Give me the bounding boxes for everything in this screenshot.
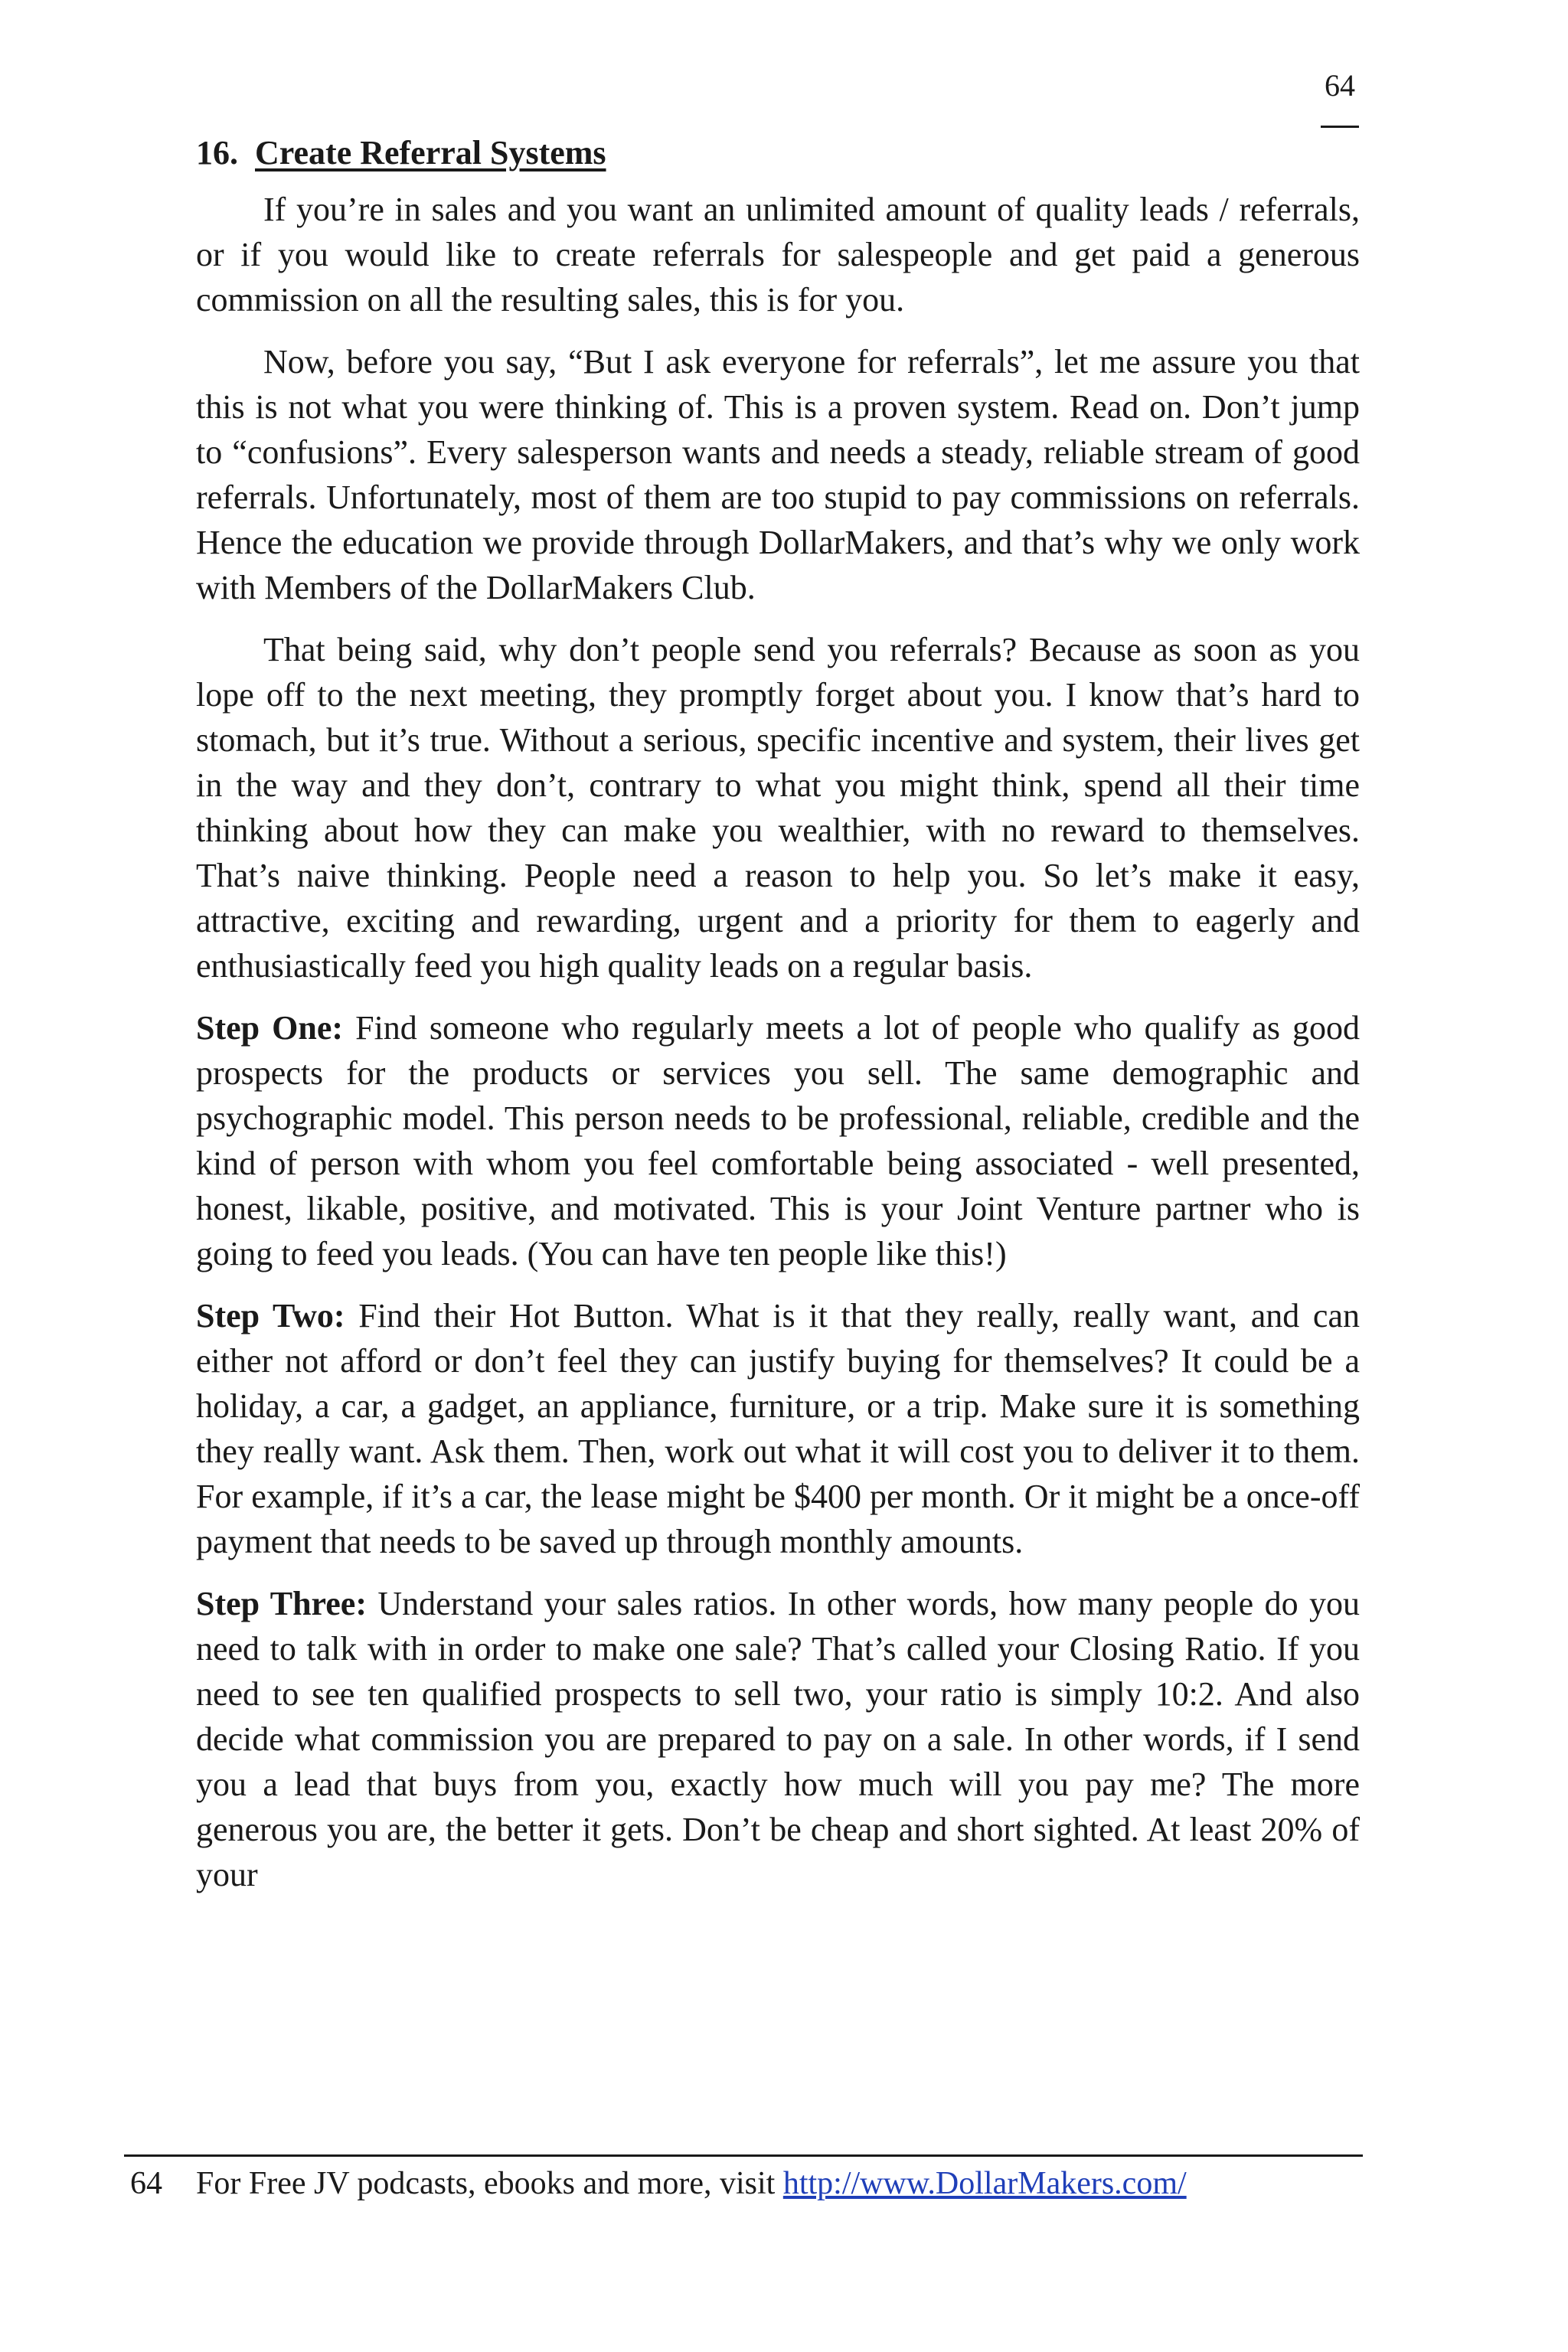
section-title: Create Referral Systems	[255, 134, 606, 172]
step-paragraph	[196, 1293, 1360, 1564]
step-label: Step Three:	[196, 1585, 367, 1622]
section-number: 16.	[196, 134, 238, 172]
footer-page-number: 64	[130, 2166, 162, 2201]
step-paragraph	[196, 1581, 1360, 1897]
step-paragraph	[196, 1005, 1360, 1276]
step-text: Find their Hot Button. What is it that they really, really want, and can either not afford or don’t feel they can justify buying for themselves? It could be a holiday, a car, a gadget, an appliance, furniture, or a trip. Make sure it is something they really want. Ask them. Then, work out what it will cost you to deliver it to them. For example, if it’s a car, the lease might be $400 per month. Or it might be a once-off payment that needs to be saved up through monthly amounts.	[196, 1297, 1360, 1560]
header-dash	[1321, 126, 1359, 128]
step-label: Step Two:	[196, 1297, 345, 1334]
footer-text: For Free JV podcasts, ebooks and more, visit	[196, 2166, 783, 2201]
paragraph: Now, before you say, “But I ask everyone for referrals”, let me assure you that this is not what you were thinking of. This is a proven system. Read on. Don’t jump to “confusions”. Every salesperson wants and needs a steady, reliable stream of good referrals. Unfortunately, most of them are too stupid to pay commissions on referrals. Hence the education we provide through DollarMakers, and that’s why we only work with Members of the DollarMakers Club.	[196, 343, 1360, 606]
page-footer	[130, 2164, 1363, 2203]
paragraph: If you’re in sales and you want an unlimited amount of quality leads / referrals, or if you would like to create referrals for salespeople and get paid a generous commission on all the resulting sales, this is for you.	[196, 191, 1360, 318]
step-text: Find someone who regularly meets a lot of people who qualify as good prospects for the products or services you sell. The same demographic and psychographic model. This person needs to be professional, reliable, credible and the kind of person with whom you feel comfortable being associated - well presented, honest, likable, positive, and motivated. This is your Joint Venture partner who is going to feed you leads. (You can have ten people like this!)	[196, 1009, 1361, 1272]
section-heading	[196, 130, 1360, 176]
footer-rule	[124, 2154, 1363, 2157]
footer-link[interactable]: http://www.DollarMakers.com/	[782, 2166, 1187, 2201]
step-text: Understand your sales ratios. In other words, how many people do you need to talk with in order to make one sale? That’s called your Closing Ratio. If you need to see ten qualified prospects to sell two, your ratio is simply 10:2. And also decide what commission you are prepared to pay on a sale. In other words, if I send you a lead that buys from you, exactly how much will you pay me? The more generous you are, the better it gets. Don’t be cheap and short sighted. At least 20% of your	[196, 1585, 1360, 1893]
paragraph: That being said, why don’t people send you referrals? Because as soon as you lope off to the next meeting, they promptly forget about you. I know that’s hard to stomach, but it’s true. Without a serious, specific incentive and system, their lives get in the way and they don’t, contrary to what you might think, spend all their time thinking about how they can make you wealthier, with no reward to themselves. That’s naive thinking. People need a reason to help you. So let’s make it easy, attractive, exciting and rewarding, urgent and a priority for them to eagerly and enthusiastically feed you high quality leads on a regular basis.	[196, 631, 1360, 985]
step-label: Step One:	[196, 1009, 344, 1047]
page-body	[196, 130, 1360, 1914]
page-number-header: 64	[1325, 68, 1355, 103]
